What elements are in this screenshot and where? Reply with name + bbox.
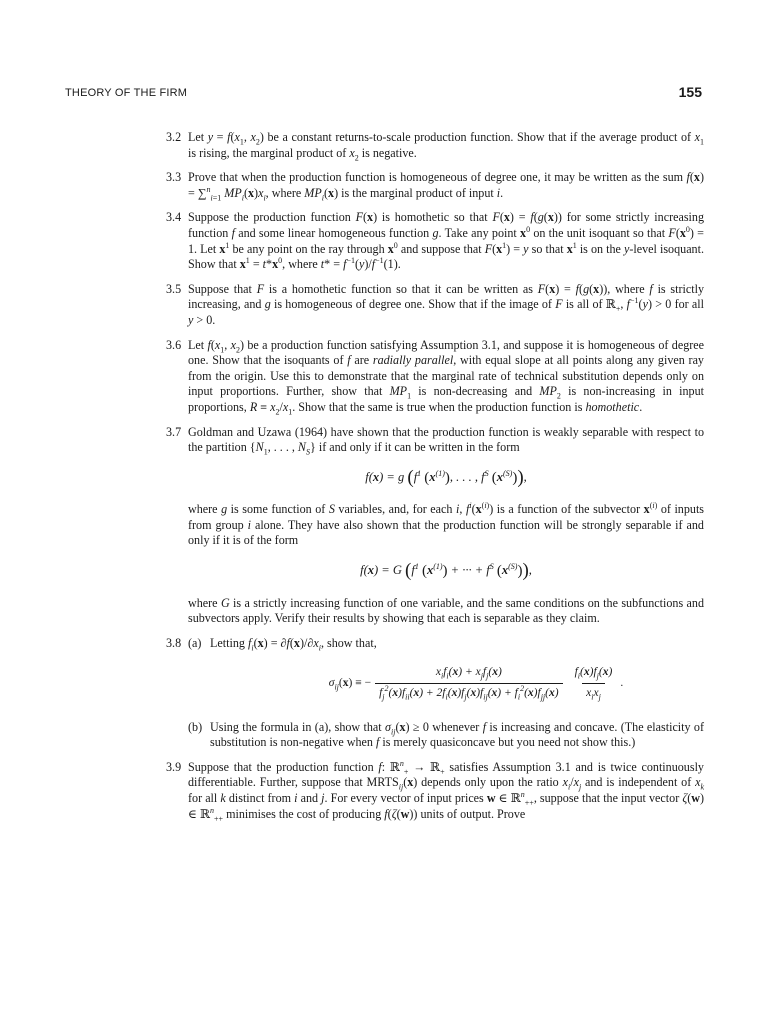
equation-elasticity: $\sigma_{ij}(x)$ ≡ − $\frac{x_if_i(x) + x_jf_j(x)}{f_j^2(x)f_{ii}(x) + 2f_i(x)f_j(x)f_{ij}(x) + f_i^2(x)f_{jj}(x)}$ $\frac{f_i(x)f_j(x)}{x_ix_j}$ . — [328, 666, 624, 702]
exercise-list — [166, 130, 704, 831]
exercise-3-8 — [166, 636, 704, 751]
exercise-number: 3.5 — [166, 281, 182, 296]
exercise-number: 3.7 — [166, 424, 182, 439]
exercise-number: 3.9 — [166, 759, 182, 774]
running-head: THEORY OF THE FIRM — [65, 87, 188, 99]
exercise-text: Suppose that the production function f: ℝ$^n_+$ → ℝ$_+$ satisfies Assumption 3.1 and is twice continuously differentiable. Further, suppose that $MRTS_{ij}(x)$ depends only upon the ratio $x_i/x_j$ and is independent of $x_k$ for all k distinct from i and j. For every vector of input prices w ∈ ℝ$^n_{++}$, suppose that the input vector ζ(w) ∈ ℝ$^n_{++}$ minimises the cost of producing f(ζ(w)) units of output. Prove — [188, 758, 705, 823]
exercise-text-continued: where g is some function of S variables, and, for each i, $f^i(x^{(i)})$ is a function of the subvector $x^{(i)}$ of inputs from group i alone. They have also shown that the production function will be strongly separable if and only if it is of the form — [188, 501, 705, 548]
exercise-text: Suppose that F is a homothetic function so that it can be written as F(x) = f(g(x)), where f is strictly increasing, and g is homogeneous of degree one. Show that if the image of F is all of ℝ$_+$, $f^{-1}(y) > 0$ for all y > 0. — [188, 281, 705, 327]
part-a-text: Letting $f_i(x) = \partial f(x)/\partial x_i$, show that, — [210, 635, 377, 653]
exercise-text: Goldman and Uzawa (1964) have shown that the production function is weakly separable with respect to the partition {$N_1$, . . . , $N_S$} if and only if it can be written in the form — [188, 424, 704, 457]
exercise-text: Prove that when the production function is homogeneous of degree one, it may be written as the sum f(x) = ∑$^n_{i=1}$ $MP_i(x)x_i$, where $MP_i(x)$ is the marginal product of input i. — [188, 170, 704, 203]
exercise-text: Let $y = f(x_1$, $x_2$) be a constant returns-to-scale production function. Show that if the average product of $x_1$ is rising, the marginal product of $x_2$ is negative. — [188, 130, 705, 162]
exercise-number: 3.2 — [166, 130, 182, 144]
exercise-number: 3.8 — [166, 635, 182, 650]
equation-weak-separability: f(x) = g ($f^1$ $(x^{(1)})$, . . . , $f^S$ $(x^{(S)})$), — [365, 466, 527, 488]
exercise-3-7 — [166, 425, 704, 627]
exercise-3-9 — [166, 760, 704, 822]
part-a-label: (a) — [188, 635, 202, 650]
exercise-number: 3.4 — [166, 210, 182, 225]
page-number: 155 — [678, 84, 702, 100]
exercise-text-final: where G is a strictly increasing function of one variable, and the same conditions on the subfunctions and subvectors apply. Verify their results by showing that each is separable as they claim. — [188, 595, 704, 626]
part-a — [188, 636, 704, 652]
exercise-3-4 — [166, 210, 704, 272]
exercise-text: Suppose the production function F(x) is homothetic so that F(x) = f(g(x)) for some strictly increasing function f and some linear homogeneous function g. Take any point $x^0$ on the unit isoquant so that $F(x^0) = 1$. Let $x^1$ be any point on the ray through $x^0$ and suppose that $F(x^1) = y$ so that $x^1$ is on the y-level isoquant. Show that $x^1 = t*x^0$, where $t* = f^{-1}(y)/f^{-1}(1)$. — [188, 210, 704, 272]
exercise-3-5 — [166, 282, 704, 329]
exercise-3-2 — [166, 130, 704, 161]
exercise-number: 3.3 — [166, 170, 182, 185]
exercise-3-6 — [166, 338, 704, 416]
exercise-3-3 — [166, 170, 704, 201]
part-b — [188, 720, 704, 751]
exercise-number: 3.6 — [166, 337, 182, 352]
equation-strong-separability: f(x) = G ($f^1$ $(x^{(1)})$ + ··· + $f^S$ $(x^{(S)})$), — [360, 560, 532, 582]
part-b-label: (b) — [188, 719, 203, 734]
exercise-text: Let $f(x_1$, $x_2$) be a production function satisfying Assumption 3.1, and suppose it is homogeneous of degree one. Show that the isoquants of f are radially parallel, with equal slope at all points along any given ray from the origin. Use this to demonstrate that the marginal rate of technical substitution depends only on input proportions. Further, show that $MP_1$ is non-decreasing and $MP_2$ is non-increasing in input proportions, $R \equiv x_2/x_1$. Show that the same is true when the production function is homothetic. — [188, 337, 705, 417]
part-b-text: Using the formula in (a), show that $\sigma_{ij}(x) \ge 0$ whenever f is increasing and concave. (The elasticity of substitution is non-negative when f is merely quasiconcave but you need not show this.) — [210, 719, 705, 750]
